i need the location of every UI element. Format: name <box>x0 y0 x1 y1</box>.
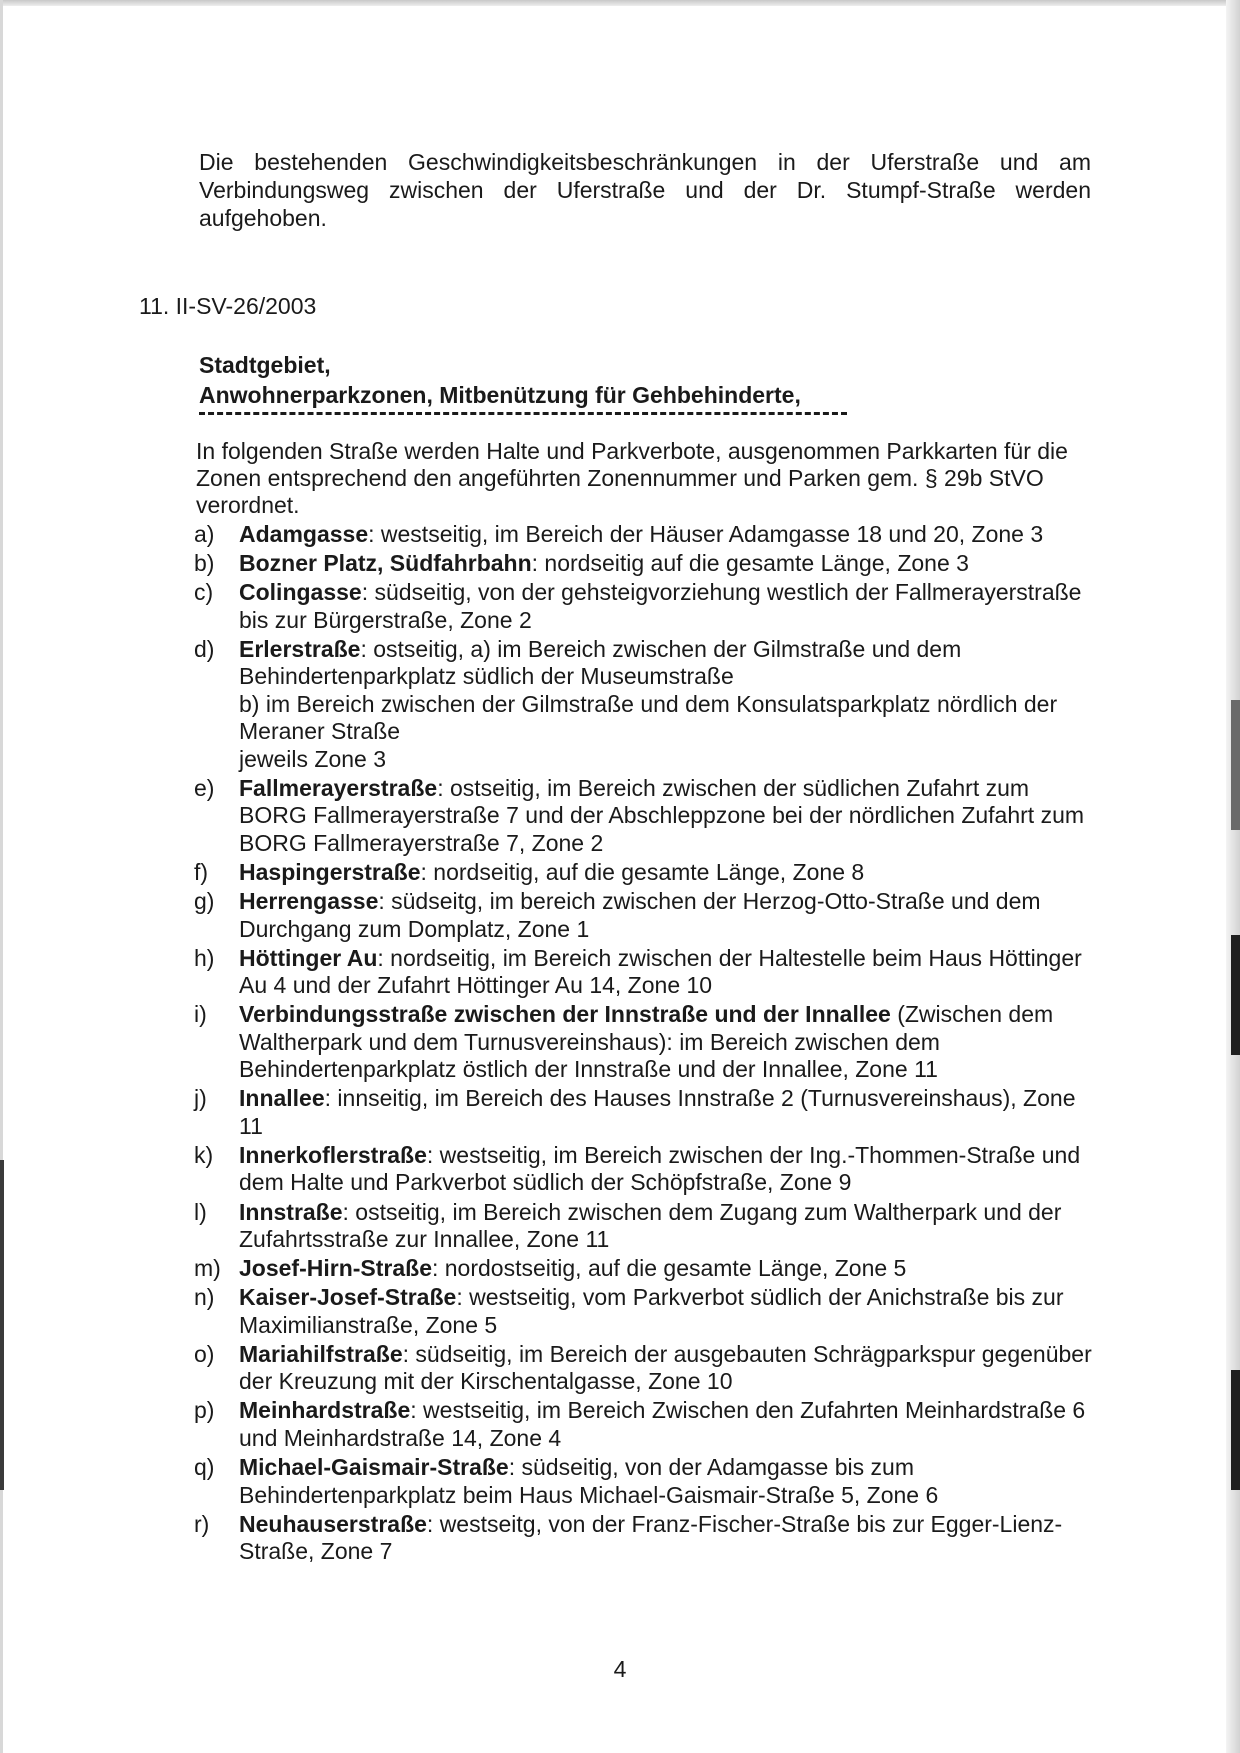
item-text: : westseitig, im Bereich der Häuser Adamgasse 18 und 20, Zone 3 <box>368 521 1044 547</box>
scan-margin-mark <box>1231 1370 1240 1490</box>
list-item <box>194 1142 1094 1197</box>
list-item <box>194 579 1094 634</box>
section-heading <box>199 350 1079 410</box>
scan-left-margin-mark <box>0 1160 4 1490</box>
street-name: Innallee <box>239 1085 325 1112</box>
item-text: : westseitig, im Bereich zwischen der Ing.-Thommen-Straße und dem Halte und Parkverbot südlich der Schöpfstraße, Zone 9 <box>239 1141 1081 1196</box>
page-number: 4 <box>613 1656 627 1682</box>
item-text: : nordostseitig, auf die gesamte Länge, Zone 5 <box>431 1255 907 1282</box>
item-letter: l) <box>194 1198 207 1225</box>
street-name: Colingasse <box>239 579 362 606</box>
section-number: 11. II-SV-26/2003 <box>139 293 317 319</box>
list-item <box>194 521 1094 549</box>
list-item <box>194 888 1094 943</box>
item-text-c: jeweils Zone 3 <box>239 745 387 772</box>
list-item <box>194 859 1094 887</box>
item-text: : westseitig, im Bereich Zwischen den Zufahrten Meinhardstraße 6 und Meinhardstraße 14, Zone 4 <box>239 1397 1086 1451</box>
item-letter: k) <box>194 1141 214 1168</box>
item-letter: i) <box>194 1001 207 1028</box>
dashed-divider <box>199 412 847 415</box>
item-text: : nordseitig, auf die gesamte Länge, Zone 8 <box>420 858 865 885</box>
street-name: Michael-Gaismair-Straße <box>239 1454 509 1480</box>
item-letter: b) <box>194 550 215 577</box>
item-text: : nordseitig, im Bereich zwischen der Haltestelle beim Haus Höttinger Au 4 und der Zufahrt Höttinger Au 14, Zone 10 <box>239 944 1082 999</box>
street-name: Josef-Hirn-Straße <box>239 1255 432 1282</box>
scan-margin-mark <box>1231 700 1240 830</box>
list-item <box>194 1511 1094 1566</box>
item-text: : westseitg, von der Franz-Fischer-Straße bis zur Egger-Lienz-Straße, Zone 7 <box>239 1510 1063 1565</box>
item-text: : ostseitig, im Bereich zwischen der südlichen Zufahrt zum BORG Fallmerayerstraße 7 und der Abschleppzone bei der nördlichen Zufahrt zum BORG Fallmerayerstraße 7, Zone 2 <box>239 774 1085 856</box>
intro-paragraph: Die bestehenden Geschwindigkeitsbeschränkungen in der Uferstraße und am Verbindungsweg zwischen der Uferstraße und der Dr. Stumpf-Straße werden aufgehoben. <box>199 149 1091 231</box>
list-item <box>194 1255 1094 1283</box>
item-letter: d) <box>194 635 215 662</box>
item-letter: c) <box>194 579 214 606</box>
street-name: Fallmerayerstraße <box>239 774 438 801</box>
item-text: (Zwischen dem Waltherpark und dem Turnusvereinshaus): im Bereich zwischen dem Behindertenparkplatz östlich der Innstraße und der Innallee, Zone 11 <box>239 1001 1054 1083</box>
list-item <box>194 1397 1094 1452</box>
item-text: : ostseitig, a) im Bereich zwischen der Gilmstraße und dem Behindertenparkplatz südlich der Museumstraße <box>239 635 962 690</box>
item-letter: j) <box>194 1085 207 1112</box>
item-letter: r) <box>194 1510 210 1537</box>
section-lead-paragraph: In folgenden Straße werden Halte und Parkverbote, ausgenommen Parkkarten für die Zonen entsprechend den angeführten Zonennummer und Parken gem. § 29b StVO verordnet. <box>196 438 1068 518</box>
scan-top-edge <box>0 0 1240 6</box>
list-item <box>194 1085 1094 1140</box>
item-text-b: b) im Bereich zwischen der Gilmstraße und dem Konsulatsparkplatz nördlich der Meraner Straße <box>239 690 1058 745</box>
item-letter: o) <box>194 1340 215 1367</box>
item-letter: h) <box>194 944 215 971</box>
scan-right-edge <box>1226 0 1240 1753</box>
street-name: Kaiser-Josef-Straße <box>239 1284 457 1311</box>
heading-line-2: Anwohnerparkzonen, Mitbenützung für Gehbehinderte, <box>199 382 801 408</box>
street-name: Verbindungsstraße zwischen der Innstraße und der Innallee <box>239 1001 891 1028</box>
item-letter: a) <box>194 521 215 547</box>
item-letter: p) <box>194 1397 215 1424</box>
item-letter: q) <box>194 1454 215 1480</box>
item-text: : südseitig, von der Adamgasse bis zum Behindertenparkplatz beim Haus Michael-Gaismair-Straße 5, Zone 6 <box>239 1454 939 1508</box>
street-name: Neuhauserstraße <box>239 1510 427 1537</box>
list-item <box>194 550 1094 578</box>
item-letter: n) <box>194 1284 215 1311</box>
street-name: Bozner Platz, Südfahrbahn <box>239 550 532 577</box>
list-item <box>194 636 1094 774</box>
list-item <box>194 1341 1094 1396</box>
list-item <box>194 1001 1094 1084</box>
item-text: : innseitig, im Bereich des Hauses Innstraße 2 (Turnusvereinshaus), Zone 11 <box>239 1085 1076 1139</box>
item-text: : südseitg, im bereich zwischen der Herzog-Otto-Straße und dem Durchgang zum Domplatz, Zone 1 <box>239 888 1041 942</box>
street-name: Mariahilfstraße <box>239 1340 403 1367</box>
list-item <box>194 1199 1094 1254</box>
item-letter: e) <box>194 774 215 801</box>
street-name: Herrengasse <box>239 888 379 915</box>
item-text: : südseitig, im Bereich der ausgebauten Schrägparkspur gegenüber der Kreuzung mit der Kirschentalgasse, Zone 10 <box>239 1340 1092 1395</box>
scan-margin-mark <box>1231 935 1240 1055</box>
street-name: Erlerstraße <box>239 635 361 662</box>
list-item <box>194 775 1094 858</box>
item-text: : westseitig, vom Parkverbot südlich der Anichstraße bis zur Maximilianstraße, Zone 5 <box>239 1284 1064 1338</box>
street-name: Adamgasse <box>239 521 369 547</box>
heading-line-1: Stadtgebiet, <box>199 352 331 378</box>
list-item <box>194 1454 1094 1509</box>
item-text: : nordseitig auf die gesamte Länge, Zone 3 <box>531 550 969 577</box>
item-letter: f) <box>194 858 209 885</box>
item-letter: g) <box>194 888 215 915</box>
street-name: Höttinger Au <box>239 944 378 971</box>
street-name: Innstraße <box>239 1198 343 1225</box>
scan-left-edge <box>0 0 3 1753</box>
list-item <box>194 1284 1094 1339</box>
item-text: : südseitig, von der gehsteigvorziehung westlich der Fallmerayerstraße bis zur Bürgerstraße, Zone 2 <box>239 579 1082 633</box>
list-item <box>194 945 1094 1000</box>
street-name: Haspingerstraße <box>239 858 421 885</box>
street-name: Meinhardstraße <box>239 1397 411 1424</box>
street-name: Innerkoflerstraße <box>239 1141 427 1168</box>
item-letter: m) <box>194 1255 221 1282</box>
item-text: : ostseitig, im Bereich zwischen dem Zugang zum Waltherpark und der Zufahrtsstraße zur Innallee, Zone 11 <box>239 1198 1062 1253</box>
street-list <box>194 521 1094 1567</box>
